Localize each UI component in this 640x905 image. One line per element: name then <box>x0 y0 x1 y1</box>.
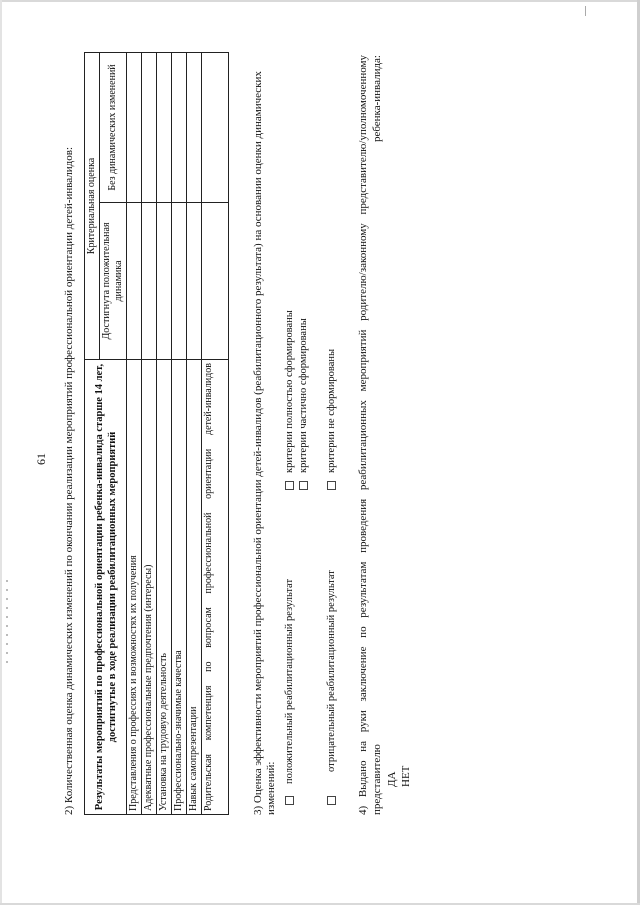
table-row <box>157 53 172 815</box>
positive-cell[interactable] <box>202 203 229 360</box>
no-change-cell[interactable] <box>142 53 157 203</box>
criteria-partial-option[interactable] <box>297 318 310 490</box>
answer-yes[interactable]: ДА <box>386 771 398 787</box>
row-label: Родительская компетенция по вопросам профессиональной ориентации детей-инвалидов <box>202 360 229 815</box>
row-label: Навык самопрезентации <box>187 360 202 815</box>
answer-no[interactable]: НЕТ <box>400 765 412 787</box>
row-label: Установка на трудовую деятельность <box>157 360 172 815</box>
table-row <box>172 53 187 815</box>
table-row <box>127 53 142 815</box>
positive-cell[interactable] <box>157 203 172 360</box>
no-change-cell[interactable] <box>202 53 229 203</box>
section-4-text: 4) Выдано на руки заключение по результатам проведения реабилитационных мероприятий родителю/законному представителю/уполномоченному представителю ребенка-инвалида: <box>357 55 383 815</box>
criteria-partial-label: критерии частично сформированы <box>298 318 309 473</box>
positive-result-label: положительный реабилитационный результат <box>284 578 295 784</box>
negative-result-option[interactable] <box>325 570 338 805</box>
criteria-none-label: критерии не сформированы <box>326 348 337 473</box>
checkbox-icon[interactable] <box>285 481 294 490</box>
section-2-heading: 2) Количественная оценка динамических изменений по окончании реализации мероприятий профессиональной ориентации детей-инвалидов: <box>63 146 75 815</box>
positive-cell[interactable] <box>127 203 142 360</box>
checkbox-icon[interactable] <box>285 796 294 805</box>
no-changes-header: Без динамических изменений <box>100 53 127 203</box>
evaluation-table <box>84 52 229 815</box>
positive-result-option[interactable] <box>283 579 296 805</box>
row-label: Представления о профессиях и возможностях их получения <box>127 360 142 815</box>
positive-dynamics-header: Достигнута положительная динамика <box>100 203 127 360</box>
row-label: Профессионально-значимые качества <box>172 360 187 815</box>
positive-cell[interactable] <box>172 203 187 360</box>
page-number: 61 <box>34 453 48 465</box>
no-change-cell[interactable] <box>187 53 202 203</box>
criterial-assessment-header: Критериальная оценка <box>85 53 100 360</box>
positive-cell[interactable] <box>187 203 202 360</box>
criteria-full-label: критерии полностью сформированы <box>284 310 295 473</box>
table-row <box>187 53 202 815</box>
no-change-cell[interactable] <box>172 53 187 203</box>
section-3-heading: 3) Оценка эффективности мероприятий профессиональной ориентации детей-инвалидов (реабилитационного результата) на основании оценки динамических изменений: <box>252 71 277 815</box>
no-change-cell[interactable] <box>157 53 172 203</box>
positive-cell[interactable] <box>142 203 157 360</box>
checkbox-icon[interactable] <box>327 481 336 490</box>
no-change-cell[interactable] <box>127 53 142 203</box>
row-label: Адекватные профессиональные предпочтения (интересы) <box>142 360 157 815</box>
result-options <box>283 55 343 815</box>
table-row <box>142 53 157 815</box>
results-column-header: Результаты мероприятий по профессиональной ориентации ребенка-инвалида старше 14 лет, достигнутые в ходе реализации реабилитационных мероприятий <box>85 360 127 815</box>
checkbox-icon[interactable] <box>299 481 308 490</box>
table-header-row <box>85 53 100 815</box>
criteria-none-option[interactable] <box>325 349 338 490</box>
criteria-full-option[interactable] <box>283 310 296 490</box>
checkbox-icon[interactable] <box>327 796 336 805</box>
negative-result-label: отрицательный реабилитационный результат <box>326 570 337 772</box>
table-row <box>202 53 229 815</box>
